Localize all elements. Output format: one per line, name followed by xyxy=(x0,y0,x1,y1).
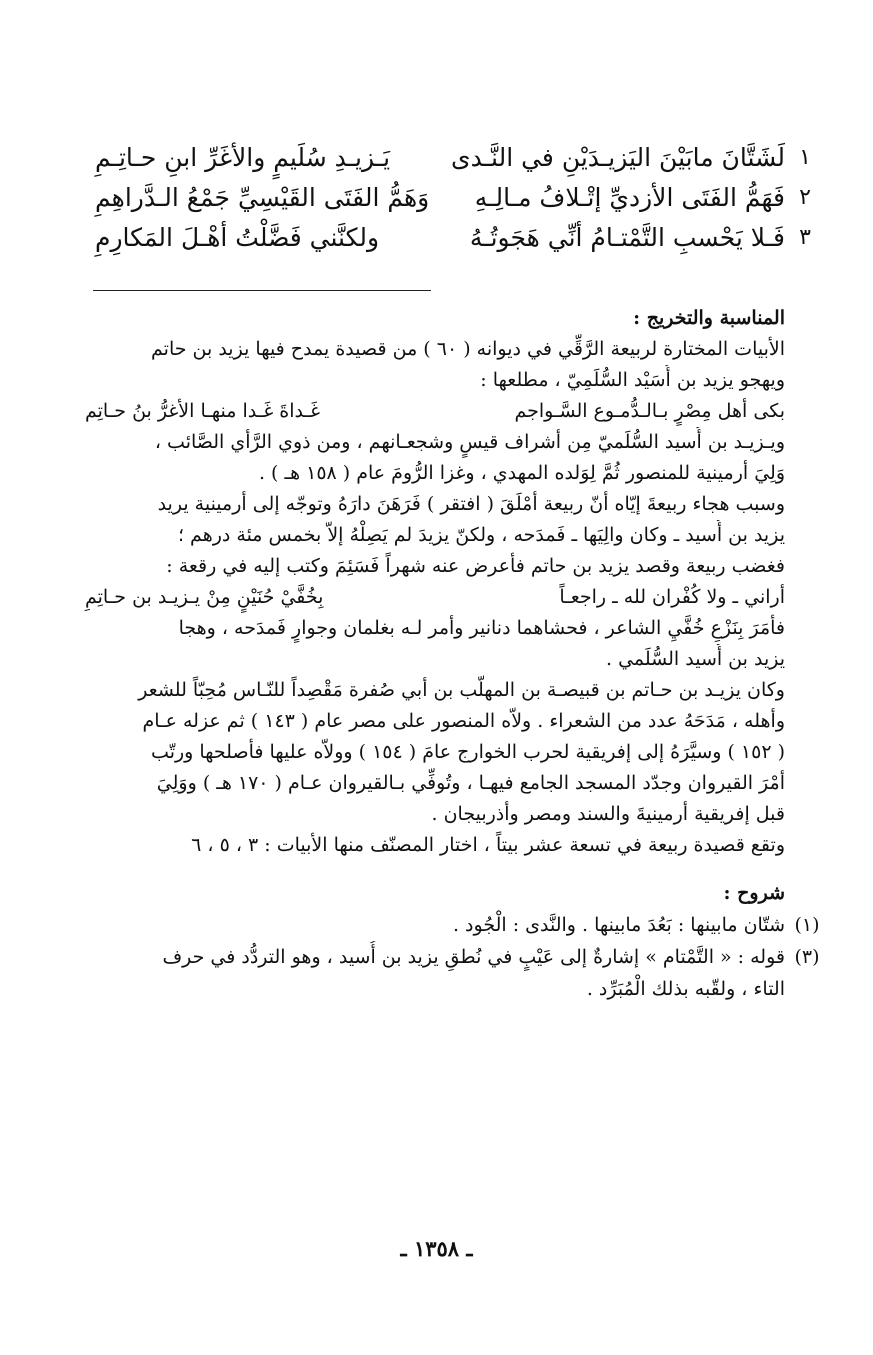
verse-2 xyxy=(95,178,811,218)
quoted-verse xyxy=(85,396,785,427)
verse-3 xyxy=(95,218,811,258)
text-line: يزيد بن أُسيد ـ وكان والِيَها ـ فَمدَحه ، ولكنّ يزيدَ لم يَصِلْهُ إلاّ بخمس مئة درهم ؛ xyxy=(177,524,785,546)
verse-1 xyxy=(95,138,811,178)
verse-first-hemistich: لَشَتَّانَ مابَيْنَ اليَزيـدَيْنِ في النَّـدى xyxy=(451,143,785,172)
note-text: التاء ، ولقّبه بذلك الْمُبَرِّد . xyxy=(586,978,785,1000)
note-item xyxy=(85,909,820,941)
text-line: فغضب ربيعة وقصد يزيد بن حاتم فأعرض عنه شهراً فَسَئِمَ وكتب إليه في رقعة : xyxy=(166,555,785,577)
quoted-verse xyxy=(85,582,785,613)
text-line: وَلِيَ أرمينية للمنصور ثُمَّ لِوَلده المهدي ، وغزا الرُّومَ عام ( ١٥٨ هـ ) . xyxy=(258,462,785,484)
note-item xyxy=(85,941,820,1005)
verse-number: ٢ xyxy=(799,185,811,210)
text-line: الأبيات المختارة لربيعة الرَّقِّي في ديوانه ( ٦٠ ) من قصيدة يمدح فيها يزيد بن حاتم xyxy=(151,338,785,360)
quoted-verse-second: غَـداةَ غَـدا منهـا الأغرُّ بنُ حـاتِم xyxy=(85,400,321,422)
text-line: وسبب هجاء ربيعةَ إيّاه أنّ ربيعة أمْلَقَ ( افتقر ) فَرَهَنَ دارَهُ وتوجّه إلى أرمينية يريد xyxy=(157,493,785,515)
commentary xyxy=(85,302,820,1005)
page-number: ـ ١٣٥٨ ـ xyxy=(400,1236,473,1261)
note-text: شتّان مابينها : بَعُدَ مابينها . والنَّدى : الْجُود . xyxy=(452,914,785,936)
text-line: ( ١٥٢ ) وسيَّرَهُ إلى إفريقية لحرب الخوارج عامَ ( ١٥٤ ) وولاّه عليها فأصلحها ورتّب xyxy=(151,741,785,763)
verse-second-hemistich: يَـزيـدِ سُلَيمٍ والأغَرِّ ابنِ حـاتِـمِ xyxy=(95,143,391,172)
section-heading: المناسبة والتخريج : xyxy=(633,307,785,329)
note-number: (١) xyxy=(794,914,820,936)
text-line: قبل إفريقية أرمينيةَ والسند ومصر وأذربيجان . xyxy=(431,803,785,825)
quoted-verse-second: بِخُفَّيْ حُنَيْنٍ مِنْ يـزيـد بن حـاتِمِ xyxy=(85,586,324,608)
text-line: وتقع قصيدة ربيعة في تسعة عشر بيتاً ، اختار المصنّف منها الأبيات : ٣ ، ٥ ، ٦ xyxy=(191,834,785,856)
text-line: ويـزيـد بن أُسيد السُّلَميّ مِن أشراف قيسٍ وشجعـانهم ، ومن ذوي الرَّأي الصَّائب ، xyxy=(154,431,785,453)
poem xyxy=(95,138,811,258)
text-line: أمْرَ القيروان وجدّد المسجد الجامع فيهـا ، وتُوفِّي بـالقيروان عـام ( ١٧٠ هـ ) ووَلِيَ xyxy=(156,772,785,794)
verse-number: ١ xyxy=(799,145,811,170)
verse-second-hemistich: ولكنَّني فَضَّلْتُ أهْـلَ المَكارِمِ xyxy=(95,223,380,252)
verse-first-hemistich: فَـلا يَحْسبِ التَّمْتـامُ أنِّي هَجَوتُـهُ xyxy=(469,223,785,252)
verse-second-hemistich: وَهَمُّ الفَتَى القَيْسِيِّ جَمْعُ الـدَّراهِمِ xyxy=(95,183,430,212)
text-line: وأهله ، مَدَحَهُ عدد من الشعراء . ولاّه المنصور على مصر عام ( ١٤٣ ) ثم عزله عـام xyxy=(142,710,785,732)
verse-number: ٣ xyxy=(799,225,811,250)
notes-heading: شروح : xyxy=(723,882,785,904)
note-number: (٣) xyxy=(794,946,820,968)
text-line: وكان يزيـد بن حـاتم بن قبيصـة بن المهلّب بن أبي صُفرة مَقْصِداً للنّـاس مُحِبّاً للشعر xyxy=(138,679,785,701)
quoted-verse-first: أراني ـ ولا كُفْران لله ـ راجعـاً xyxy=(559,586,785,608)
note-text: قوله : « التَّمْتام » إشارةٌ إلى عَيْبٍ في نُطقِ يزيد بن أُسيد ، وهو التردُّد في حرف xyxy=(162,946,785,968)
quoted-verse-first: بكى أهل مِصْرٍ بـالـدُّمـوع السَّـواجم xyxy=(514,400,785,422)
verse-first-hemistich: فَهَمُّ الفَتَى الأزديِّ إتْـلافُ مـالِـهِ xyxy=(474,183,785,212)
separator-rule xyxy=(93,290,431,291)
text-line: ويهجو يزيد بن أُسَيْد السُّلَمِيّ ، مطلعها : xyxy=(480,369,785,391)
text-line: فأمَرَ بِنَزْعِ خُفَّيِ الشاعر ، فحشاهما دنانير وأمر لـه بغلمان وجوارٍ فَمدَحه ، وهجا xyxy=(178,617,785,639)
text-line: يزيد بن أُسيد السُّلَمي . xyxy=(605,648,785,670)
